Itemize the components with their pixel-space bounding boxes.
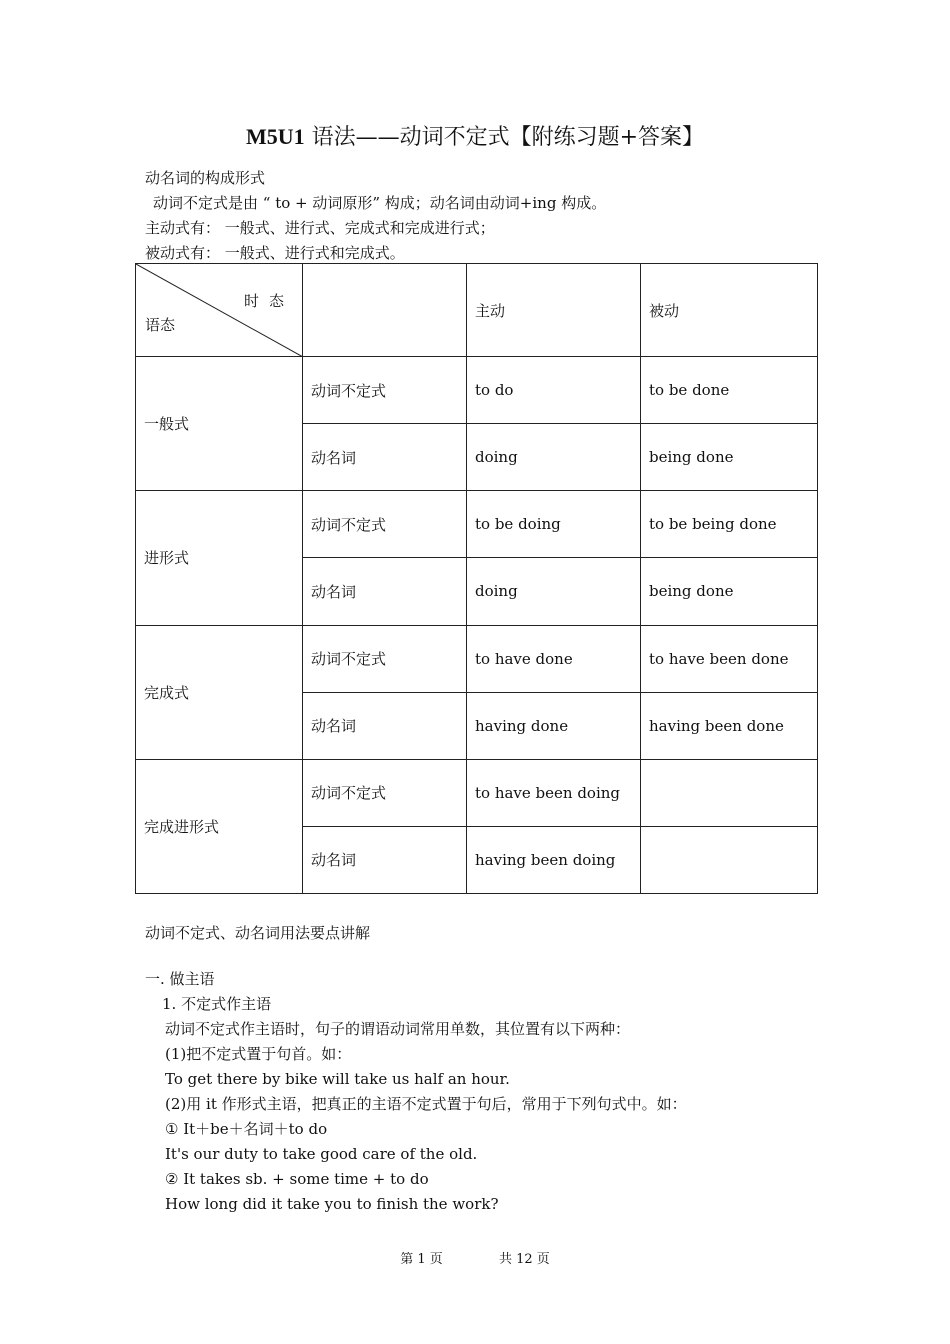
form-cell: 动名词 — [303, 558, 467, 625]
pattern: ② It takes sb. + some time + to do — [165, 1170, 429, 1188]
form-cell: 动名词 — [303, 826, 467, 893]
active-cell: to do — [467, 357, 641, 424]
part1-heading: 一. 做主语 — [145, 970, 215, 988]
passive-cell — [641, 759, 818, 826]
table-header-row — [136, 264, 818, 357]
group-name: 完成进形式 — [136, 759, 303, 893]
page-title — [0, 120, 950, 151]
form-cell: 动名词 — [303, 424, 467, 491]
forms-table — [135, 263, 818, 894]
passive-cell: being done — [641, 558, 818, 625]
sub1-heading: 1. 不定式作主语 — [162, 995, 272, 1013]
header-empty-cell — [303, 264, 467, 357]
passive-cell — [641, 826, 818, 893]
section-heading: 动词不定式、动名词用法要点讲解 — [145, 924, 371, 942]
title-bold: M5U1 — [245, 124, 305, 149]
intro-line2: 主动式有： 一般式、进行式、完成式和完成进行式； — [145, 219, 495, 237]
form-cell: 动名词 — [303, 692, 467, 759]
passive-cell: having been done — [641, 692, 818, 759]
passive-cell: to have been done — [641, 625, 818, 692]
intro-line1: 动词不定式是由 “ to + 动词原形” 构成；动名词由动词+ing 构成。 — [153, 194, 607, 212]
table-row — [136, 491, 818, 558]
active-cell: doing — [467, 424, 641, 491]
page-number: 第 1 页 — [400, 1252, 443, 1267]
group-name: 完成式 — [136, 625, 303, 759]
passive-cell: being done — [641, 424, 818, 491]
active-cell: to be doing — [467, 491, 641, 558]
example-sentence: It's our duty to take good care of the old. — [165, 1145, 478, 1163]
active-cell: to have done — [467, 625, 641, 692]
active-cell: having done — [467, 692, 641, 759]
intro-heading: 动名词的构成形式 — [145, 169, 266, 187]
title-rest: 语法——动词不定式【附练习题+答案】 — [304, 125, 705, 150]
header-tense: 时态 — [243, 292, 294, 310]
page-total: 共 12 页 — [498, 1252, 550, 1267]
header-active: 主动 — [467, 264, 641, 357]
passive-cell: to be being done — [641, 491, 818, 558]
group-name: 进形式 — [136, 491, 303, 625]
form-cell: 动词不定式 — [303, 625, 467, 692]
passive-cell: to be done — [641, 357, 818, 424]
intro-line3: 被动式有： 一般式、进行式和完成式。 — [145, 244, 405, 262]
paragraph: (1)把不定式置于句首。如： — [165, 1045, 352, 1063]
header-voice: 语态 — [145, 316, 176, 334]
table-row — [136, 357, 818, 424]
group-name: 一般式 — [136, 357, 303, 491]
diagonal-header-cell — [136, 264, 303, 357]
paragraph: 动词不定式作主语时，句子的谓语动词常用单数，其位置有以下两种： — [165, 1020, 631, 1038]
table-row — [136, 625, 818, 692]
table-row — [136, 759, 818, 826]
page-footer — [0, 1248, 950, 1267]
paragraph: (2)用 it 作形式主语，把真正的主语不定式置于句后，常用于下列句式中。如： — [165, 1095, 687, 1113]
example-sentence: How long did it take you to finish the work? — [165, 1195, 499, 1213]
pattern: ① It＋be＋名词＋to do — [165, 1120, 328, 1138]
header-passive: 被动 — [641, 264, 818, 357]
form-cell: 动词不定式 — [303, 491, 467, 558]
active-cell: doing — [467, 558, 641, 625]
active-cell: to have been doing — [467, 759, 641, 826]
example-sentence: To get there by bike will take us half an hour. — [165, 1070, 510, 1088]
active-cell: having been doing — [467, 826, 641, 893]
form-cell: 动词不定式 — [303, 357, 467, 424]
form-cell: 动词不定式 — [303, 759, 467, 826]
